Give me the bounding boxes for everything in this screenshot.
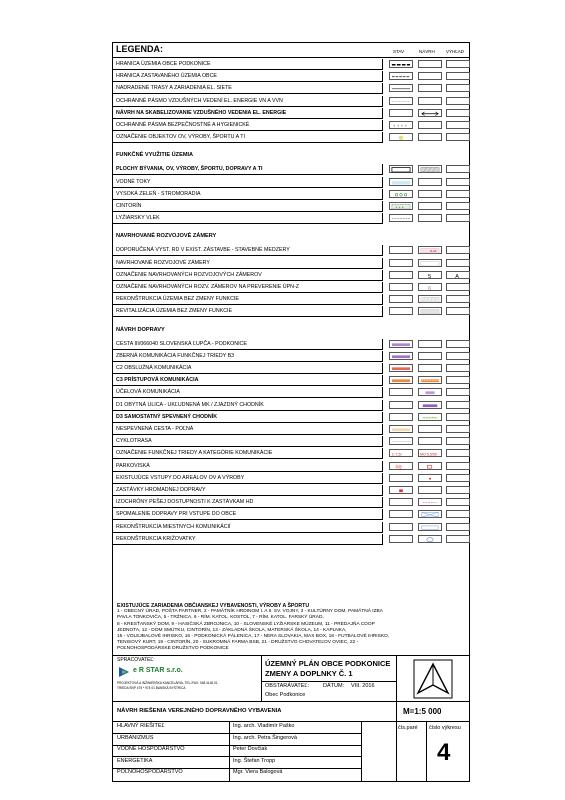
legend-row-label: D3 SAMOSTATNÝ SPEVNENÝ CHODNÍK bbox=[113, 412, 383, 423]
legend-row bbox=[113, 522, 469, 533]
symbol-vyhlad bbox=[446, 474, 470, 482]
symbol-vyhlad bbox=[446, 449, 470, 457]
facilities-line: 15 - VOLEJBALOVÉ IHRISKO, 16 - PODKONICKÁ PÁLENICA, 17 - NERA SLOVAKIA, MAX BOX, 18 - FUTBALOVÉ IHRISKO, bbox=[117, 634, 390, 640]
legend-row bbox=[113, 485, 469, 496]
symbol-navrh bbox=[418, 259, 442, 267]
plan-title-1: ÚZEMNÝ PLÁN OBCE PODKONICE bbox=[265, 659, 391, 668]
north-arrow-icon bbox=[413, 659, 453, 699]
symbol-stav bbox=[389, 178, 413, 186]
column-navrh: NÁVRH bbox=[419, 49, 435, 54]
symbol-vyhlad bbox=[446, 295, 470, 303]
legend-row bbox=[113, 375, 469, 386]
symbol-stav bbox=[389, 271, 413, 279]
symbol-vyhlad bbox=[446, 340, 470, 348]
legend-row bbox=[113, 534, 469, 545]
datum-label: DÁTUM: bbox=[323, 683, 345, 689]
symbol-stav bbox=[389, 498, 413, 506]
legend-row bbox=[113, 83, 469, 94]
symbol-navrh bbox=[418, 449, 442, 457]
symbol-vyhlad bbox=[446, 178, 470, 186]
legend-title: LEGENDA: bbox=[116, 44, 163, 54]
svg-text:MO 6,5/50: MO 6,5/50 bbox=[420, 452, 437, 457]
column-vyhlad: VÝHĽAD bbox=[446, 49, 465, 54]
symbol-stav bbox=[389, 510, 413, 518]
symbol-vyhlad bbox=[446, 246, 470, 254]
legend-row bbox=[113, 120, 469, 131]
legend-row bbox=[113, 363, 469, 374]
team-role: URBANIZMUS bbox=[117, 734, 154, 741]
symbol-vyhlad bbox=[446, 283, 470, 291]
symbol-vyhlad bbox=[446, 413, 470, 421]
symbol-navrh bbox=[418, 178, 442, 186]
legend-row bbox=[113, 96, 469, 107]
symbol-navrh bbox=[418, 498, 442, 506]
svg-text:P/8: P/8 bbox=[395, 463, 402, 469]
symbol-vyhlad bbox=[446, 462, 470, 470]
company-logo-icon bbox=[117, 665, 131, 679]
symbol-stav bbox=[389, 133, 413, 141]
legend-row bbox=[113, 282, 469, 293]
legend-row-label: DOPORUČENÁ VYST. RD V EXIST. ZÁSTAVBE - STAVEBNÉ MEDZERY bbox=[113, 245, 383, 256]
symbol-navrh bbox=[418, 84, 442, 92]
symbol-stav bbox=[389, 437, 413, 445]
symbol-navrh bbox=[418, 121, 442, 129]
legend-row-label: REVITALIZÁCIA ÚZEMIA BEZ ZMENY FUNKCIE bbox=[113, 306, 383, 317]
symbol-navrh bbox=[418, 165, 442, 173]
symbol-stav bbox=[389, 364, 413, 372]
legend-row-label: CYKLOTRASA bbox=[113, 436, 383, 447]
symbol-vyhlad bbox=[446, 84, 470, 92]
svg-text:A: A bbox=[455, 273, 459, 279]
legend-row bbox=[113, 132, 469, 143]
section-heading: NÁVRH DOPRAVY bbox=[116, 326, 165, 333]
team-role: POĽNOHOSPODÁRSTVO bbox=[117, 769, 183, 775]
legend-row-label: CINTORÍN bbox=[113, 201, 383, 212]
symbol-vyhlad bbox=[446, 202, 470, 210]
legend-row bbox=[113, 412, 469, 423]
facilities-line: POĽNOHOSPODÁRSKE DRUŽSTVO PODKONICE bbox=[117, 646, 229, 652]
legend-row-label: HRANICA ZASTAVANÉHO ÚZEMIA OBCE bbox=[113, 71, 383, 82]
legend-row-label: SPOMALENIE DOPRAVY PRI VSTUPE DO OBCE bbox=[113, 509, 383, 520]
legend-row bbox=[113, 245, 469, 256]
symbol-vyhlad bbox=[446, 214, 470, 222]
symbol-stav bbox=[389, 523, 413, 531]
symbol-stav bbox=[389, 72, 413, 80]
company-name: e R STAR s.r.o. bbox=[133, 667, 183, 674]
legend-row-label: HRANICA ÚZEMIA OBCE PODKONICE bbox=[113, 59, 383, 70]
facilities-lines bbox=[117, 609, 469, 652]
legend-row-label: ZBERNÁ KOMUNIKÁCIA FUNKČNEJ TRIEDY B3 bbox=[113, 351, 383, 362]
svg-text:C 7,5/: C 7,5/ bbox=[391, 452, 402, 457]
legend-row bbox=[113, 71, 469, 82]
symbol-vyhlad bbox=[446, 437, 470, 445]
symbol-navrh bbox=[418, 97, 442, 105]
drawing-title: NÁVRH RIEŠENIA VEREJNÉHO DOPRAVNÉHO VYBAVENIA bbox=[117, 708, 282, 714]
facilities-line: 8 - KRESŤANSKÝ DOM, 9 - HASIČSKÁ ZBROJNICA, 10 - SLOVENSKÉ LYŽIARSKE MÚZEUM, 11 - PREDAJŇA COOP bbox=[117, 621, 375, 627]
facilities-line: PAVLA TONKOVIČA, 5 - TRŽNICA, 6 - RÍM. KATOL. KOSTOL, 7 - RÍM. KATOL. FARSKÝ ÚRAD, bbox=[117, 615, 324, 621]
legend-row-label: ZASTÁVKY HROMADNEJ DOPRAVY bbox=[113, 485, 383, 496]
legend-row bbox=[113, 497, 469, 508]
symbol-navrh bbox=[418, 425, 442, 433]
legend-row-label: OCHRANNÉ PÁSMA BEZPEČNOSTNÉ A HYGIENICKÉ bbox=[113, 120, 383, 131]
svg-text:N-24: N-24 bbox=[429, 249, 437, 254]
symbol-stav bbox=[389, 474, 413, 482]
legend-row-label: CESTA III/066040 SLOVENSKÁ ĽUPČA - PODKONICE bbox=[113, 339, 383, 350]
legend-row bbox=[113, 164, 469, 175]
symbol-stav bbox=[389, 376, 413, 384]
symbol-vyhlad bbox=[446, 535, 470, 543]
symbol-vyhlad bbox=[446, 259, 470, 267]
symbol-stav bbox=[389, 486, 413, 494]
obstaravatel-label: OBSTARÁVATEĽ: bbox=[265, 683, 310, 689]
symbol-navrh bbox=[418, 283, 442, 291]
symbol-stav bbox=[389, 295, 413, 303]
team-name: Ing. arch. Vladimír Paško bbox=[233, 723, 295, 729]
symbol-navrh bbox=[418, 413, 442, 421]
symbol-navrh bbox=[418, 376, 442, 384]
legend-row bbox=[113, 213, 469, 224]
spracovatel-label: SPRACOVATEĽ: bbox=[117, 657, 155, 663]
cis-pare-label: čís.paré bbox=[398, 725, 418, 731]
symbol-navrh bbox=[418, 364, 442, 372]
symbol-stav bbox=[389, 97, 413, 105]
team-name: Mgr. Viera Balogová bbox=[233, 769, 283, 775]
symbol-navrh bbox=[418, 202, 442, 210]
symbol-navrh bbox=[418, 474, 442, 482]
legend-row bbox=[113, 294, 469, 305]
symbol-navrh bbox=[418, 307, 442, 315]
facilities-line: 1 - OBECNÝ ÚRAD, POŠTA PARTNER, 2 - PAMÄTNÍK HRDINOM I. A II. SV. VOJNY, 3 - KULTÚRNY DOM, PAMÄTNÁ IZBA bbox=[117, 609, 383, 615]
legend-row-label: OZNAČENIE OBJEKTOV OV, VÝROBY, ŠPORTU A TI bbox=[113, 132, 383, 143]
symbol-navrh bbox=[418, 246, 442, 254]
legend-row-label: OZNAČENIE NAVRHOVANÝCH ROZVOJOVÝCH ZÁMEROV bbox=[113, 270, 383, 281]
legend-row bbox=[113, 436, 469, 447]
symbol-vyhlad bbox=[446, 60, 470, 68]
symbol-vyhlad bbox=[446, 401, 470, 409]
symbol-stav bbox=[389, 121, 413, 129]
symbol-navrh bbox=[418, 388, 442, 396]
legend-row bbox=[113, 201, 469, 212]
legend-row bbox=[113, 509, 469, 520]
symbol-stav bbox=[389, 462, 413, 470]
symbol-vyhlad bbox=[446, 133, 470, 141]
symbol-stav bbox=[389, 259, 413, 267]
team-role: HLAVNÝ RIEŠITEĽ bbox=[117, 723, 165, 729]
symbol-navrh bbox=[418, 133, 442, 141]
symbol-vyhlad bbox=[446, 498, 470, 506]
legend-header bbox=[113, 43, 469, 58]
symbol-stav bbox=[389, 190, 413, 198]
legend-row bbox=[113, 424, 469, 435]
symbol-vyhlad bbox=[446, 165, 470, 173]
column-stav: STAV bbox=[393, 49, 405, 54]
svg-text:+ + + +: + + + + bbox=[392, 123, 408, 129]
legend-row bbox=[113, 306, 469, 317]
legend-row bbox=[113, 461, 469, 472]
section-heading: NAVRHOVANÉ ROZVOJOVÉ ZÁMERY bbox=[116, 233, 217, 240]
legend-row-label: ÚČELOVÁ KOMUNIKÁCIA bbox=[113, 387, 383, 398]
section-heading: FUNKČNÉ VYUŽITIE ÚZEMIA bbox=[116, 152, 194, 159]
facilities-note bbox=[117, 603, 469, 653]
symbol-navrh bbox=[418, 510, 442, 518]
symbol-navrh bbox=[418, 109, 442, 117]
symbol-stav bbox=[389, 283, 413, 291]
symbol-stav bbox=[389, 84, 413, 92]
symbol-vyhlad bbox=[446, 486, 470, 494]
symbol-navrh bbox=[418, 523, 442, 531]
legend-row bbox=[113, 351, 469, 362]
symbol-stav bbox=[389, 449, 413, 457]
symbol-navrh bbox=[418, 295, 442, 303]
legend-row-label: LYŽIARSKY VLEK bbox=[113, 213, 383, 224]
symbol-vyhlad bbox=[446, 425, 470, 433]
symbol-stav bbox=[389, 109, 413, 117]
symbol-vyhlad bbox=[446, 364, 470, 372]
legend-row bbox=[113, 189, 469, 200]
symbol-stav bbox=[389, 307, 413, 315]
legend-row-label: IZOCHRÓNY PEŠEJ DOSTUPNOSTI K ZASTÁVKAM HD bbox=[113, 497, 383, 508]
svg-text:+ + +: + + + bbox=[395, 205, 404, 210]
obstaravatel-value: Obec Podkonice bbox=[265, 692, 306, 698]
symbol-stav bbox=[389, 202, 413, 210]
sheet-number: 4 bbox=[437, 739, 451, 766]
legend-row bbox=[113, 400, 469, 411]
legend-row bbox=[113, 108, 469, 119]
symbol-stav bbox=[389, 388, 413, 396]
legend-row bbox=[113, 177, 469, 188]
title-block bbox=[113, 655, 469, 781]
symbol-vyhlad bbox=[446, 510, 470, 518]
symbol-stav bbox=[389, 340, 413, 348]
symbol-navrh bbox=[418, 72, 442, 80]
symbol-navrh bbox=[418, 352, 442, 360]
symbol-stav bbox=[389, 535, 413, 543]
svg-text:5: 5 bbox=[428, 273, 432, 279]
legend-row-label: D1 OBYTNÁ ULICA - UKĽUDNENÁ MK / ZJAZDNÝ CHODNÍK bbox=[113, 400, 383, 411]
company-address-1: PROJEKTOVÁ A INŽINIERSKA KANCELÁRIA, TEL./FAX: 048 4146 01 bbox=[117, 681, 218, 685]
symbol-vyhlad bbox=[446, 72, 470, 80]
symbol-navrh bbox=[418, 462, 442, 470]
plan-title-2: ZMENY A DOPLNKY Č. 1 bbox=[265, 669, 353, 678]
scale: M=1:5 000 bbox=[403, 707, 442, 716]
team-name: Peter Dovčiak bbox=[233, 746, 268, 752]
legend-row bbox=[113, 59, 469, 70]
symbol-navrh bbox=[418, 60, 442, 68]
legend-row-label: REKONŠTRUKCIA KRIŽOVATKY bbox=[113, 534, 383, 545]
legend-row-label: NAVRHOVANÉ ROZVOJOVÉ ZÁMERY bbox=[113, 258, 383, 269]
legend-row-label: VYSOKÁ ZELEŇ - STROMORADIA bbox=[113, 189, 383, 200]
datum-value: VIII. 2016 bbox=[351, 683, 375, 689]
facilities-line: JEDNOTA, 12 - DOM SMÚTKU, CINTORÍN, 13 - ZÁKLADNÁ ŠKOLA, MATERSKÁ ŠKOLA, 14 - KAPLNKA, bbox=[117, 627, 347, 633]
symbol-stav bbox=[389, 352, 413, 360]
legend-row-label: OCHRANNÉ PÁSMO VZDUŠNÝCH VEDENÍ EL. ENERGIE VN A VVN bbox=[113, 96, 383, 107]
legend-row-label: VODNÉ TOKY bbox=[113, 177, 383, 188]
symbol-stav bbox=[389, 413, 413, 421]
facilities-heading: EXISTUJÚCE ZARIADENIA OBČIANSKEJ VYBAVENOSTI, VÝROBY A ŠPORTU bbox=[117, 603, 310, 609]
legend-row-label: OZNAČENIE NAVRHOVANÝCH ROZV. ZÁMEROV NA PREVERENIE ÚPN-Z bbox=[113, 282, 383, 293]
legend-row-label: NESPEVNENÁ CESTA - POĽNÁ bbox=[113, 424, 383, 435]
symbol-stav bbox=[389, 425, 413, 433]
symbol-stav bbox=[389, 246, 413, 254]
legend-row bbox=[113, 270, 469, 281]
legend-row-label: C2 OBSLUŽNÁ KOMUNIKÁCIA bbox=[113, 363, 383, 374]
symbol-navrh bbox=[418, 271, 442, 279]
symbol-vyhlad bbox=[446, 307, 470, 315]
symbol-vyhlad bbox=[446, 121, 470, 129]
symbol-vyhlad bbox=[446, 388, 470, 396]
cis-vykresu-label: číslo výkresu bbox=[429, 725, 461, 731]
legend-row-label: PARKOVISKÁ bbox=[113, 461, 383, 472]
legend-row bbox=[113, 339, 469, 350]
legend-row-label: NADRADENÉ TRASY A ZARIADENIA EL. SIETE bbox=[113, 83, 383, 94]
symbol-navrh bbox=[418, 340, 442, 348]
symbol-stav bbox=[389, 165, 413, 173]
legend-row bbox=[113, 448, 469, 459]
symbol-vyhlad bbox=[446, 376, 470, 384]
legend-row-label: PLOCHY BÝVANIA, OV, VÝROBY, ŠPORTU, DOPRAVY A TI bbox=[113, 164, 383, 175]
legend-row-label: REKONŠTRUKCIA ÚZEMIA BEZ ZMENY FUNKCIE bbox=[113, 294, 383, 305]
legend-row-label: OZNAČENIE FUNKČNEJ TRIEDY A KATEGÓRIE KOMUNIKÁCIE bbox=[113, 448, 383, 459]
symbol-stav bbox=[389, 214, 413, 222]
legend-row-label: NÁVRH NA SKABELIZOVANIE VZDUŠNÉHO VEDENIA EL. ENERGIE bbox=[113, 108, 383, 119]
legend-sheet bbox=[112, 42, 470, 782]
symbol-navrh bbox=[418, 401, 442, 409]
symbol-vyhlad bbox=[446, 352, 470, 360]
symbol-vyhlad bbox=[446, 190, 470, 198]
symbol-vyhlad bbox=[446, 109, 470, 117]
legend-row-label: C3 PRÍSTUPOVÁ KOMUNIKÁCIA bbox=[113, 375, 383, 386]
team-role: VODNÉ HOSPODÁRSTVO bbox=[117, 746, 185, 752]
team-name: Ing. arch. Petra Šingerová bbox=[233, 734, 297, 741]
symbol-navrh bbox=[418, 214, 442, 222]
company-address-2: TRIEDA SNP 475 * 974 01 BANSKÁ BYSTRICA bbox=[117, 686, 186, 690]
legend-row bbox=[113, 387, 469, 398]
svg-text:6: 6 bbox=[428, 285, 432, 291]
symbol-navrh bbox=[418, 486, 442, 494]
legend-row bbox=[113, 258, 469, 269]
facilities-line: TENISOVÝ KURT, 19 - CINTORÍN, 20 - SUKROMNÁ FARMA BSB, 21 - DRUŽSTVO CHOVATEĽOV OVIEC, 22 - bbox=[117, 640, 359, 646]
legend-row bbox=[113, 473, 469, 484]
symbol-stav bbox=[389, 401, 413, 409]
symbol-vyhlad bbox=[446, 97, 470, 105]
symbol-navrh bbox=[418, 437, 442, 445]
team-role: ENERGETIKA bbox=[117, 757, 153, 764]
legend-row-label: EXISTUJÚCE VSTUPY DO AREÁLOV OV A VÝROBY bbox=[113, 473, 383, 484]
team-name: Ing. Štefan Tropp bbox=[233, 757, 276, 764]
legend-row-label: REKONŠTRUKCIA MIESTNYCH KOMUNIKÁCIÍ bbox=[113, 522, 383, 533]
symbol-stav bbox=[389, 60, 413, 68]
symbol-navrh bbox=[418, 190, 442, 198]
symbol-vyhlad bbox=[446, 523, 470, 531]
symbol-vyhlad bbox=[446, 271, 470, 279]
symbol-navrh bbox=[418, 535, 442, 543]
